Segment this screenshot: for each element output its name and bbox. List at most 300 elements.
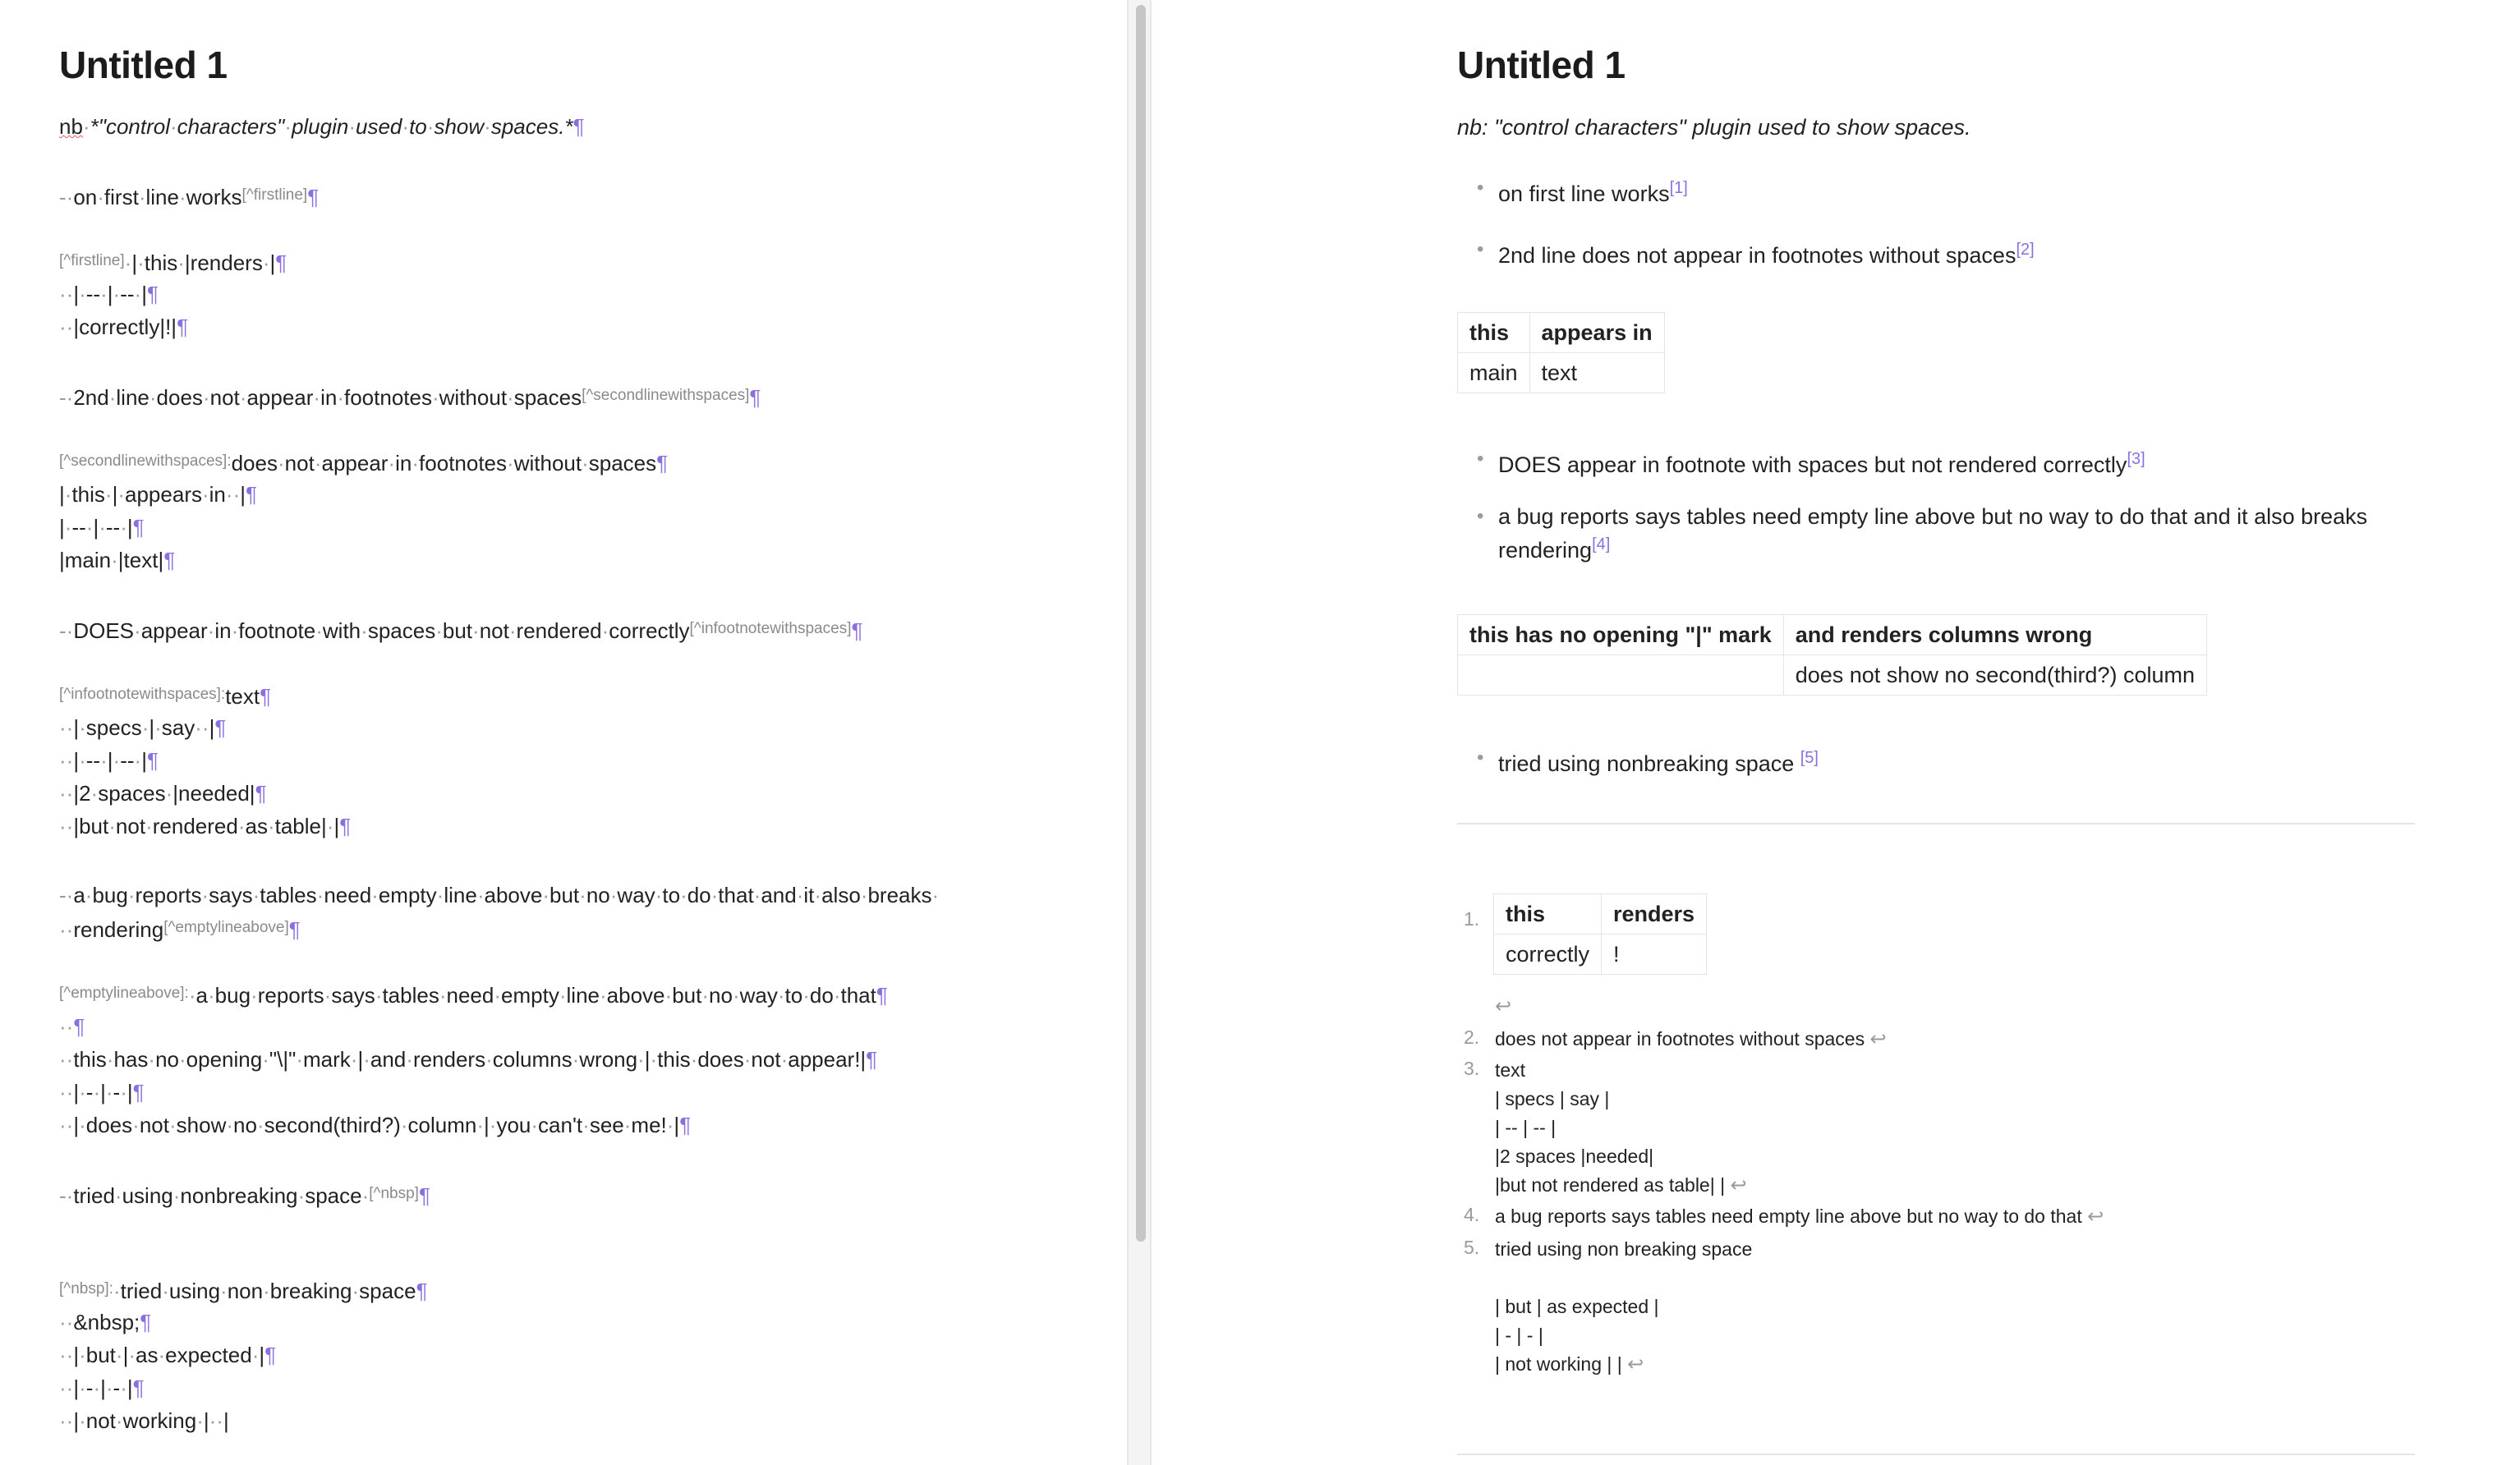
editor-token: -- — [105, 515, 121, 540]
editor-token: footnotes — [419, 451, 508, 475]
space-marker: · — [108, 814, 116, 838]
editor-token: not — [751, 1047, 781, 1072]
footnote-ref-5[interactable]: [5] — [1800, 749, 1819, 767]
pilcrow-icon: ¶ — [339, 814, 352, 838]
editor-token: do — [687, 883, 711, 907]
footnote-3: text | specs | say | | -- | -- | |2 spaces |needed| |but not rendered as table| | ↩ — [1495, 1059, 1747, 1196]
editor-token: you — [496, 1113, 531, 1137]
pilcrow-icon: ¶ — [264, 1343, 277, 1367]
preview-bullet-3: • DOES appear in footnote with spaces but not rendered correctly[3] — [1498, 445, 2145, 479]
footnote-backref-icon[interactable]: ↩ — [2087, 1206, 2104, 1228]
space-marker: · — [138, 185, 146, 209]
editor-token: -- — [85, 748, 101, 773]
space-marker: · — [202, 385, 210, 410]
editor-token: line — [145, 185, 179, 209]
space-marker: -· — [59, 385, 74, 410]
pilcrow-icon: ¶ — [876, 983, 888, 1008]
space-marker: · — [149, 385, 157, 410]
space-marker: · — [435, 618, 443, 643]
space-marker: · — [196, 1408, 204, 1433]
space-marker: · — [252, 883, 260, 907]
space-marker: · — [132, 1113, 140, 1137]
space-marker: · — [201, 883, 209, 907]
space-marker: · — [120, 1080, 127, 1104]
editor-token: breaking — [269, 1279, 352, 1303]
space-marker: · — [201, 482, 209, 507]
space-marker: · — [352, 1279, 360, 1303]
space-marker: · — [237, 814, 246, 838]
space-marker: · — [79, 1408, 86, 1433]
editor-token: | — [644, 1047, 651, 1072]
editor-token: opening — [186, 1047, 263, 1072]
pilcrow-icon: ¶ — [146, 282, 159, 306]
table-cell: main — [1458, 353, 1530, 393]
editor-token: | — [240, 482, 246, 507]
editor-line[interactable] — [59, 1181, 430, 1209]
space-marker: · — [600, 983, 607, 1008]
editor-token: | — [73, 1113, 80, 1137]
preview-table-2 — [1457, 614, 2207, 696]
space-marker: · — [97, 185, 104, 209]
editor-token: | — [112, 482, 118, 507]
space-marker: · — [753, 883, 761, 907]
table-cell — [1458, 655, 1784, 696]
editor-token: but — [672, 983, 702, 1008]
space-marker: ·· — [59, 1375, 74, 1400]
space-marker: · — [141, 715, 149, 740]
footnote-backref-icon[interactable]: ↩ — [1495, 995, 1512, 1017]
space-marker: · — [207, 618, 215, 643]
editor-token: | — [203, 1408, 209, 1433]
editor-token: do — [809, 983, 834, 1008]
editor-line[interactable] — [59, 747, 159, 774]
editor-token: but — [85, 1343, 116, 1367]
editor-token: | — [141, 748, 147, 773]
editor-line[interactable] — [59, 682, 271, 710]
editor-line[interactable] — [59, 281, 159, 307]
editor-token: but — [550, 883, 580, 907]
space-marker: · — [315, 618, 323, 643]
space-marker: · — [582, 451, 589, 475]
space-marker: · — [158, 1343, 166, 1367]
editor-token: | — [59, 482, 65, 507]
editor-token: need — [324, 883, 372, 907]
space-marker: · — [780, 1047, 789, 1072]
footnote-ref-2[interactable]: [2] — [2016, 241, 2035, 259]
editor-line[interactable] — [59, 1013, 85, 1040]
editor-token: breaks — [867, 883, 932, 907]
footnote-tag: [^emptylineabove]: — [59, 985, 189, 1002]
space-marker: · — [582, 1113, 590, 1137]
space-marker: · — [120, 1375, 127, 1400]
editor-token: tables — [382, 983, 439, 1008]
editor-token: | — [333, 814, 340, 838]
editor-token: -- — [120, 282, 135, 306]
space-marker: · — [137, 250, 145, 275]
editor-line[interactable] — [59, 248, 287, 276]
editor-token: | — [259, 1343, 265, 1367]
footnote-number-4: 4. — [1464, 1204, 1480, 1225]
editor-line[interactable] — [59, 1046, 877, 1072]
editor-token: | — [126, 1375, 133, 1400]
table-header: appears in — [1529, 313, 1664, 353]
space-marker: · — [484, 114, 491, 139]
editor-token: way — [617, 883, 655, 907]
space-marker: · — [350, 1047, 358, 1072]
editor-token: | — [357, 1047, 364, 1072]
space-marker: · — [489, 1113, 497, 1137]
space-marker: · — [412, 451, 420, 475]
editor-line[interactable] — [59, 1276, 428, 1304]
table-header: renders — [1602, 894, 1707, 935]
footnote-backref-icon[interactable]: ↩ — [1869, 1028, 1887, 1050]
editor-line[interactable] — [59, 813, 351, 839]
footnote-ref-3[interactable]: [3] — [2127, 450, 2145, 468]
editor-token: see — [589, 1113, 624, 1137]
editor-token: |text| — [117, 548, 164, 572]
space-marker: · — [476, 1113, 484, 1137]
editor-token: |but — [73, 814, 109, 838]
editor-line[interactable] — [59, 1408, 229, 1434]
space-marker: · — [507, 385, 514, 410]
editor-token: | — [73, 1080, 80, 1104]
editor-pane[interactable] — [0, 0, 1127, 1465]
editor-token: above — [606, 983, 665, 1008]
editor-token: correctly — [609, 618, 690, 643]
space-marker: · — [115, 1408, 123, 1433]
space-marker: · — [100, 748, 108, 773]
space-marker: ·· — [59, 315, 74, 339]
editor-line[interactable] — [59, 780, 267, 806]
editor-token: - — [113, 1375, 121, 1400]
editor-token: spaces — [588, 451, 657, 475]
space-marker: · — [284, 114, 292, 139]
space-marker: · — [314, 451, 322, 475]
editor-line[interactable] — [59, 882, 939, 908]
editor-token: show — [176, 1113, 227, 1137]
footnote-tag: [^nbsp]: — [59, 1280, 113, 1297]
preview-table-1 — [1457, 312, 1665, 393]
footnote-backref-icon[interactable]: ↩ — [1627, 1353, 1644, 1375]
space-marker: · — [256, 1113, 264, 1137]
bullet-dot-icon: • — [1477, 505, 1484, 527]
editor-token: | — [209, 715, 215, 740]
space-marker: · — [559, 983, 567, 1008]
editor-token: | — [59, 515, 65, 540]
table-cell: text — [1529, 353, 1664, 393]
editor-token: has — [113, 1047, 149, 1072]
editor-token: appear — [321, 451, 389, 475]
editor-token: rendering — [73, 917, 164, 942]
editor-token: | — [674, 1113, 680, 1137]
editor-line[interactable] — [59, 1079, 145, 1105]
pilcrow-icon: ¶ — [866, 1047, 878, 1072]
space-marker: · — [326, 814, 334, 838]
space-marker: · — [79, 748, 86, 773]
space-marker: · — [277, 451, 285, 475]
editor-token: appear — [246, 385, 314, 410]
editor-token: a — [195, 983, 208, 1008]
editor-line[interactable] — [59, 1112, 691, 1138]
editor-token: not — [85, 1408, 116, 1433]
table-header: this has no opening "|" mark — [1458, 615, 1784, 655]
editor-token: says — [331, 983, 375, 1008]
space-marker: · — [128, 1343, 136, 1367]
space-marker: · — [579, 883, 586, 907]
space-marker: · — [64, 482, 72, 507]
space-marker: · — [348, 114, 356, 139]
pilcrow-icon: ¶ — [275, 250, 287, 275]
pilcrow-icon: ¶ — [288, 917, 301, 942]
footnote-tag: [^infootnotewithspaces]: — [59, 686, 226, 703]
editor-token: | — [93, 515, 99, 540]
space-marker: · — [106, 1047, 114, 1072]
space-marker: ·· — [59, 715, 74, 740]
editor-line[interactable] — [59, 915, 301, 943]
bullet-dot-icon: • — [1477, 177, 1484, 199]
editor-token: mark — [302, 1047, 351, 1072]
editor-token: text — [225, 684, 260, 709]
editor-token: |correctly|!| — [73, 315, 177, 339]
editor-token: DOES — [73, 618, 135, 643]
pilcrow-icon: ¶ — [246, 482, 257, 507]
space-marker: · — [172, 1183, 181, 1208]
editor-token: to — [784, 983, 803, 1008]
editor-line[interactable] — [59, 616, 862, 644]
editor-token: second(third?) — [264, 1113, 401, 1137]
editor-line[interactable] — [59, 383, 761, 411]
editor-line[interactable] — [59, 113, 585, 140]
space-marker: · — [507, 451, 514, 475]
footnote-tag: [^infootnotewithspaces] — [689, 620, 852, 637]
footnote-ref-1[interactable]: [1] — [1669, 179, 1688, 197]
space-marker: · — [115, 1343, 123, 1367]
editor-token: empty — [501, 983, 559, 1008]
space-marker: · — [207, 983, 215, 1008]
space-marker: ·· — [209, 1408, 223, 1433]
space-marker: · — [82, 114, 90, 139]
editor-token: using — [122, 1183, 173, 1208]
space-marker: · — [85, 883, 93, 907]
footnotes-divider — [1457, 823, 2415, 824]
footnote-number-3: 3. — [1464, 1058, 1480, 1079]
pilcrow-icon: ¶ — [140, 1310, 152, 1334]
editor-token: | — [484, 1113, 490, 1137]
editor-token: spaces — [367, 618, 436, 643]
pane-divider[interactable] — [1127, 0, 1152, 1465]
space-marker: · — [79, 1080, 86, 1104]
space-marker: · — [113, 748, 121, 773]
space-marker: · — [833, 983, 841, 1008]
space-marker: · — [363, 1047, 370, 1072]
space-marker: ·· — [59, 1047, 74, 1072]
space-marker: · — [361, 618, 368, 643]
editor-token: works — [186, 185, 242, 209]
editor-line[interactable] — [59, 547, 175, 573]
space-marker: ·· — [59, 1310, 74, 1334]
editor-line[interactable] — [59, 514, 145, 540]
editor-token: non — [227, 1279, 264, 1303]
space-marker: · — [666, 1113, 674, 1137]
pilcrow-icon: ¶ — [260, 684, 272, 709]
space-marker: ·· — [59, 1343, 74, 1367]
space-marker: · — [439, 983, 447, 1008]
pilcrow-icon: ¶ — [132, 1080, 145, 1104]
space-marker: · — [361, 1183, 370, 1208]
space-marker: ·· — [59, 917, 74, 942]
space-marker: · — [134, 618, 141, 643]
space-marker: · — [100, 282, 108, 306]
space-marker: ·· — [59, 1014, 74, 1039]
editor-token: | — [122, 1343, 129, 1367]
space-marker: · — [90, 781, 99, 806]
pilcrow-icon: ¶ — [749, 385, 761, 410]
bullet-dot-icon: • — [1477, 238, 1484, 260]
preview-bullet-5: • tried using nonbreaking space [5] — [1498, 744, 1819, 778]
editor-token: this — [657, 1047, 691, 1072]
editor-token: | — [107, 282, 113, 306]
space-marker: · — [431, 385, 439, 410]
editor-token: in — [395, 451, 412, 475]
preview-title: Untitled 1 — [1457, 44, 1626, 86]
editor-line[interactable] — [59, 1375, 145, 1401]
editor-token: to — [409, 114, 427, 139]
space-marker: · — [476, 883, 485, 907]
editor-token: | — [126, 1080, 133, 1104]
editor-token: no — [586, 883, 610, 907]
editor-scrollbar-thumb[interactable] — [1136, 5, 1146, 1242]
table-cell: correctly — [1494, 935, 1602, 975]
footnote-tag: [^secondlinewithspaces]: — [59, 452, 232, 470]
space-marker: · — [127, 883, 136, 907]
editor-token: | — [107, 748, 113, 773]
space-marker: -· — [59, 1183, 74, 1208]
space-marker: · — [154, 715, 162, 740]
editor-token: says — [209, 883, 253, 907]
space-marker: · — [313, 385, 321, 410]
space-marker: · — [263, 1279, 270, 1303]
editor-title: Untitled 1 — [59, 44, 228, 86]
space-marker: ·· — [59, 781, 74, 806]
editor-token: as — [245, 814, 268, 838]
editor-line[interactable] — [59, 1309, 151, 1335]
editor-token: | — [73, 1375, 80, 1400]
editor-token: space — [305, 1183, 362, 1208]
space-marker: · — [251, 983, 258, 1008]
editor-token: | — [73, 282, 80, 306]
footnotes-bottom-divider — [1457, 1454, 2415, 1455]
space-marker: · — [388, 451, 396, 475]
editor-line[interactable] — [59, 714, 226, 741]
footnote-table — [1493, 893, 1707, 975]
footnote-backref-icon[interactable]: ↩ — [1730, 1174, 1747, 1196]
space-marker: · — [114, 1183, 122, 1208]
editor-token: not — [284, 451, 315, 475]
editor-token: and — [370, 1047, 407, 1072]
editor-token: | — [126, 515, 133, 540]
space-marker: · — [134, 748, 142, 773]
space-marker: · — [664, 983, 673, 1008]
editor-token: used — [356, 114, 402, 139]
editor-token: specs — [85, 715, 142, 740]
editor-token: me! — [631, 1113, 667, 1137]
editor-token: that — [840, 983, 876, 1008]
editor-line[interactable] — [59, 980, 888, 1008]
editor-line[interactable] — [59, 481, 257, 507]
editor-token: bug — [214, 983, 251, 1008]
editor-token: that — [718, 883, 754, 907]
editor-token: on — [73, 185, 98, 209]
space-marker: · — [814, 883, 822, 907]
editor-line[interactable] — [59, 182, 319, 210]
editor-token: but — [442, 618, 473, 643]
editor-token: | — [149, 715, 155, 740]
editor-token: in — [209, 482, 226, 507]
editor-line[interactable] — [59, 314, 188, 340]
footnote-tag: [^firstline] — [59, 252, 125, 269]
footnote-ref-4[interactable]: [4] — [1592, 535, 1611, 553]
table-cell: does not show no second(third?) column — [1783, 655, 2206, 696]
editor-token: "\|" — [269, 1047, 297, 1072]
editor-token: |2 — [73, 781, 91, 806]
space-marker: · — [426, 114, 435, 139]
editor-token: - — [85, 1080, 94, 1104]
space-marker: · — [655, 883, 663, 907]
editor-token: does — [85, 1113, 133, 1137]
editor-token: need — [446, 983, 494, 1008]
editor-token: not — [139, 1113, 169, 1137]
space-marker: · — [710, 883, 719, 907]
editor-token: nb — [59, 114, 83, 139]
space-marker: ·· — [59, 1113, 74, 1137]
editor-token: this — [71, 482, 105, 507]
editor-token: spaces — [98, 781, 166, 806]
space-marker: · — [436, 883, 444, 907]
editor-line[interactable] — [59, 1342, 276, 1368]
space-marker: · — [485, 1047, 493, 1072]
space-marker: · — [165, 781, 173, 806]
space-marker: · — [113, 1279, 121, 1303]
footnote-4: a bug reports says tables need empty line above but no way to do that ↩ — [1495, 1206, 2104, 1228]
editor-token: without — [513, 451, 582, 475]
space-marker: · — [111, 548, 118, 572]
bullet-dot-icon: • — [1477, 746, 1484, 769]
editor-token: | — [73, 748, 80, 773]
space-marker: -· — [59, 883, 74, 907]
space-marker: · — [690, 1047, 698, 1072]
table-header: this — [1458, 313, 1530, 353]
editor-token: show — [434, 114, 485, 139]
space-marker: · — [79, 715, 86, 740]
editor-line[interactable] — [59, 448, 668, 476]
editor-token: in — [214, 618, 232, 643]
space-marker: · — [860, 883, 868, 907]
space-marker: · — [134, 282, 142, 306]
space-marker: · — [337, 385, 344, 410]
pilcrow-icon: ¶ — [656, 451, 669, 475]
space-marker: · — [796, 883, 804, 907]
editor-token: expected — [165, 1343, 252, 1367]
editor-token: space — [359, 1279, 416, 1303]
editor-token: also — [821, 883, 861, 907]
pilcrow-icon: ¶ — [214, 715, 227, 740]
editor-token: | — [100, 1375, 106, 1400]
space-marker: · — [85, 515, 94, 540]
space-marker: · — [93, 1080, 101, 1104]
preview-pane — [1152, 0, 2520, 1465]
editor-token: appears — [125, 482, 202, 507]
editor-token: | — [141, 282, 147, 306]
